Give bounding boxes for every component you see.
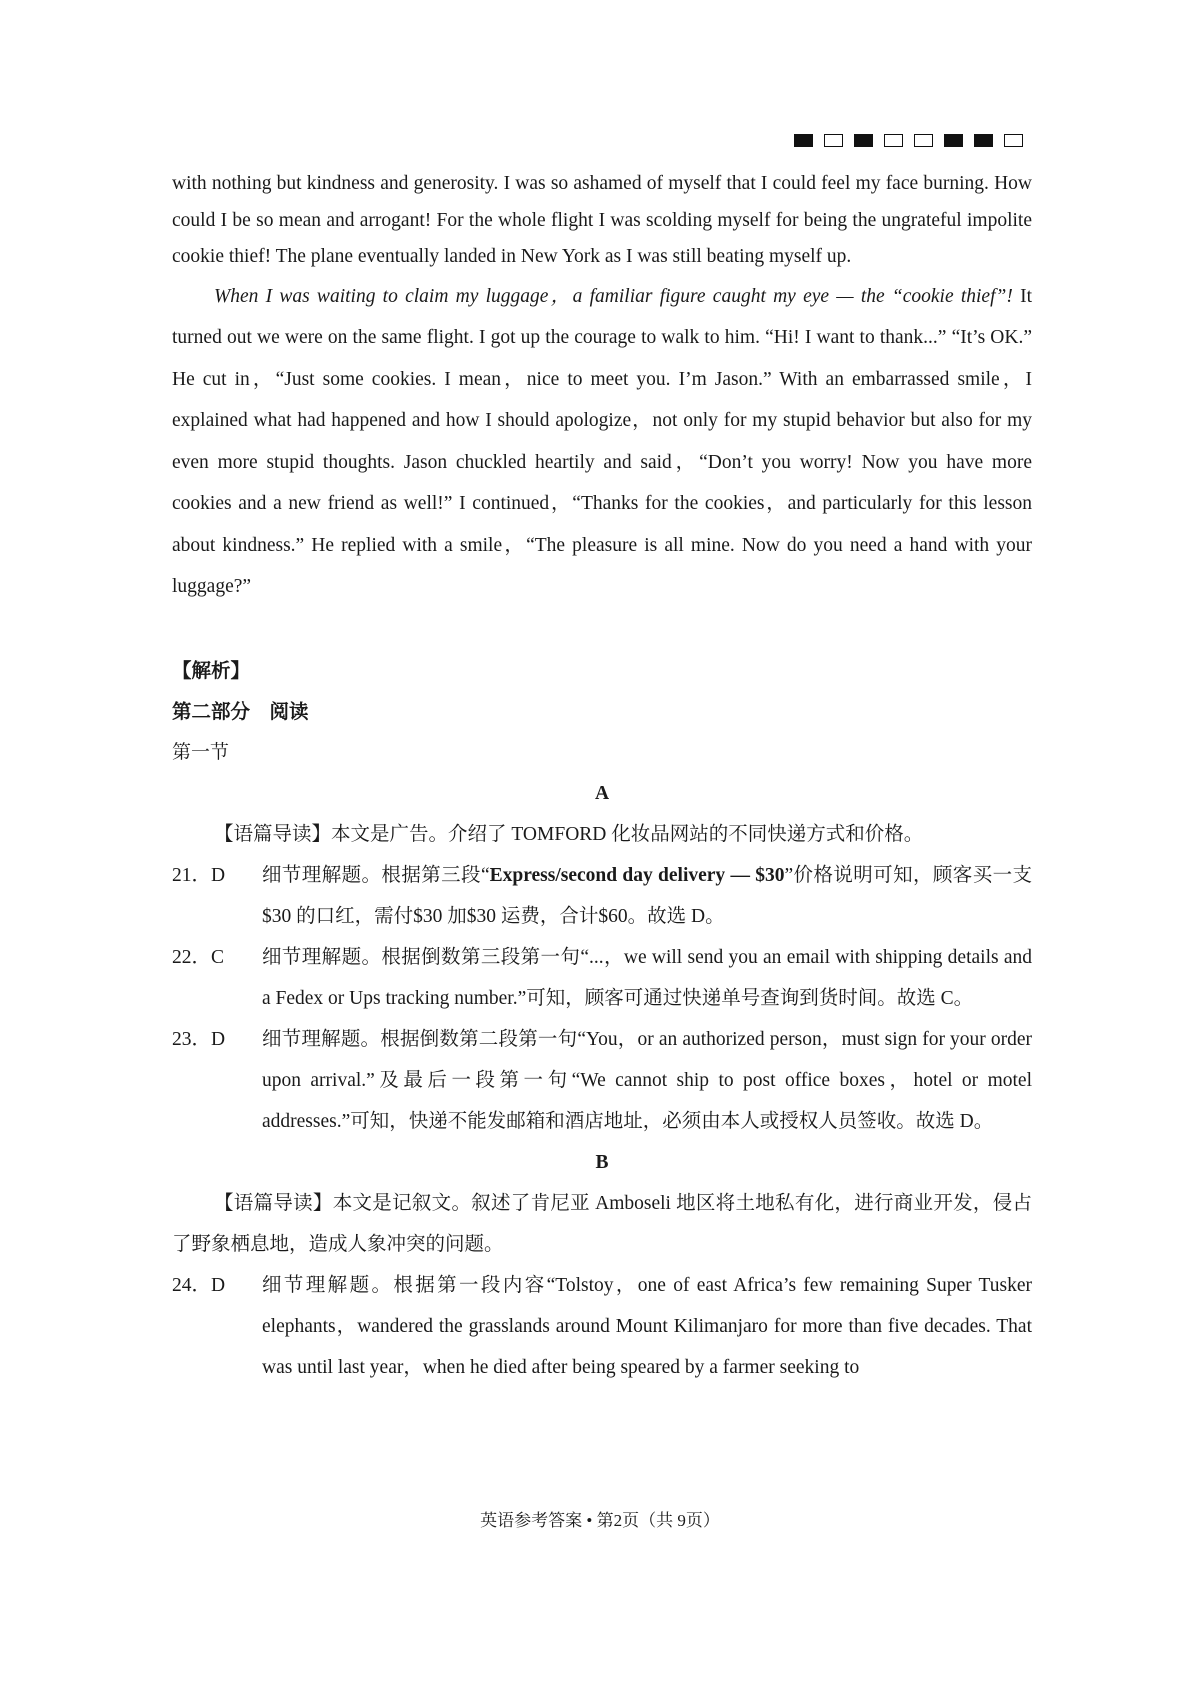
question-24-number: 24．D [172, 1274, 226, 1296]
question-23-number: 23．D [172, 1028, 226, 1050]
story-paragraph-2-rest: It turned out we were on the same flight. I got up the courage to walk to him. “Hi! I want to thank...” “It’s OK.” He cut in，“Just some cookies. I mean，nice to meet you. I’m Jason.” With an embarrassed smile，I explained what had happened and how I should apologize，not only for my stupid behavior but also for my even more stupid thoughts. Jason chuckled heartily and said，“Don’t you worry! Now you have more cookies and a new friend as well!” I continued，“Thanks for the cookies，and particularly for this lesson about kindness.” He replied with a smile，“The pleasure is all mine. Now do you need a hand with your luggage?” [172, 285, 1033, 598]
marker-box-1 [794, 134, 813, 147]
page-content [172, 166, 1032, 1388]
marker-box-2 [824, 134, 843, 147]
passage-a-label: A [594, 782, 610, 804]
story-paragraph-1: with nothing but kindness and generosity. I was so ashamed of myself that I could feel my face burning. How could I be so mean and arrogant! For the whole flight I was scolding myself for being the ungrateful impolite cookie thief! The plane eventually landed in New York as I was still beating myself up. [172, 173, 1032, 268]
analysis-title: 【解析】 [172, 658, 251, 682]
question-21 [172, 855, 1032, 937]
story-paragraph-2 [172, 276, 1032, 608]
passage-a-intro: 【语篇导读】本文是广告。介绍了 TOMFORD 化妆品网站的不同快递方式和价格。 [214, 823, 924, 845]
marker-box-4 [884, 134, 903, 147]
marker-box-5 [914, 134, 933, 147]
question-22 [172, 937, 1032, 1019]
question-22-number: 22．C [172, 946, 225, 968]
marker-box-3 [854, 134, 873, 147]
passage-b-intro: 【语篇导读】本文是记叙文。叙述了肯尼亚 Amboseli 地区将土地私有化，进行商业开发，侵占了野象栖息地，造成人象冲突的问题。 [172, 1192, 1032, 1255]
question-24-text: 细节理解题。根据第一段内容“Tolstoy，one of east Africa’s few remaining Super Tusker elephants，wandered the grasslands around Mount Kilimanjaro for more than five decades. That was until last year，when he died after being speared by a farmer seeking to [262, 1274, 1032, 1378]
marker-box-7 [974, 134, 993, 147]
marker-box-6 [944, 134, 963, 147]
part-heading: 第二部分 阅读 [172, 699, 309, 723]
question-24 [172, 1265, 1032, 1388]
question-21-number: 21．D [172, 864, 226, 886]
question-23 [172, 1019, 1032, 1142]
question-21-quote: Express/second day delivery — $30 [489, 864, 785, 886]
question-22-text: 细节理解题。根据倒数第三段第一句“...，we will send you an email with shipping details and a Fedex or Ups tracking number.”可知，顾客可通过快递单号查询到货时间。故选 C。 [262, 946, 1032, 1009]
question-21-text: 细节理解题。根据第三段“Express/second day delivery — $30”价格说明可知，顾客买一支$30 的口红，需付$30 加$30 运费，合计$60。故选 D。 [262, 864, 1033, 927]
section-heading: 第一节 [172, 740, 230, 763]
page-marker-strip [794, 134, 1023, 147]
story-italic-sentence: When I was waiting to claim my luggage，a familiar figure caught my eye — the “cookie thief”! [214, 285, 1013, 307]
page-footer: 英语参考答案 • 第2页（共 9页） [480, 1511, 720, 1530]
question-23-text: 细节理解题。根据倒数第二段第一句“You，or an authorized person，must sign for your order upon arrival.”及最后一段第一句“We cannot ship to post office boxes，hotel or motel addresses.”可知，快递不能发邮箱和酒店地址，必须由本人或授权人员签收。故选 D。 [262, 1028, 1032, 1132]
marker-box-8 [1004, 134, 1023, 147]
passage-b-label: B [595, 1151, 609, 1173]
